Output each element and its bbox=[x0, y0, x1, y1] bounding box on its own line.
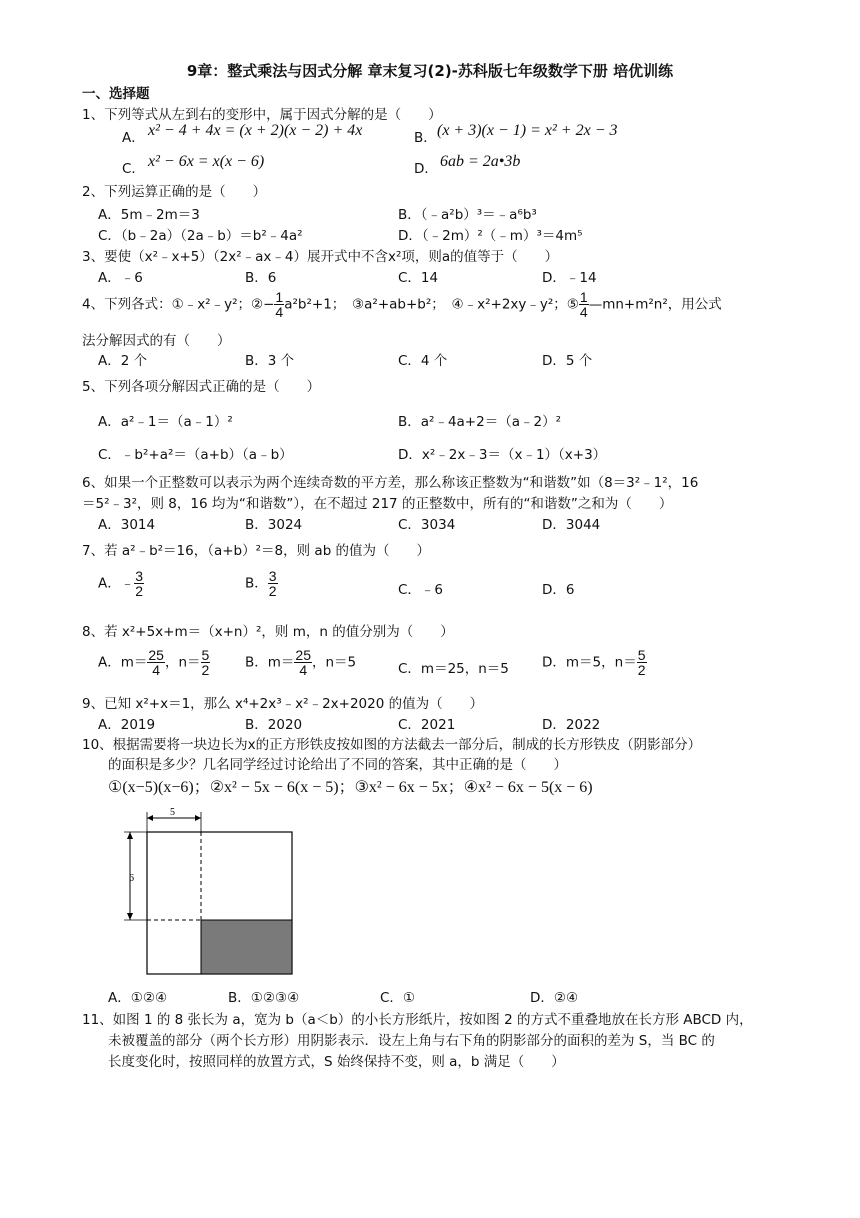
q8-d-fraction-n: $\frac{5}{2}$ bbox=[637, 647, 646, 678]
page-title: 9章：整式乘法与因式分解 章末复习(2)-苏科版七年级数学下册 培优训练 bbox=[186, 62, 674, 80]
q4-fraction-2: $\frac{1}{4}$ bbox=[579, 289, 588, 320]
q10-option-a: A．①②④ bbox=[108, 990, 168, 1006]
q8-option-c: C．m＝25，n＝5 bbox=[398, 661, 509, 677]
q10-answers: ①(x−5)(x−6)；②x² − 5x − 6(x − 5)；③x² − 6x − 5x；④x² − 6x − 5(x − 6) bbox=[108, 779, 593, 796]
q1-option-c-label: C． bbox=[122, 161, 145, 177]
q11-stem-line2: 未被覆盖的部分（两个长方形）用阴影表示．设左上角与右下角的阴影部分的面积的差为 S，当 BC 的 bbox=[108, 1033, 715, 1049]
q1-option-a-label: A． bbox=[122, 130, 145, 146]
q7-a-fraction: $\frac{3}{2}$ bbox=[135, 568, 144, 599]
q1-option-c-expr: x² − 6x = x(x − 6) bbox=[148, 153, 265, 170]
q1-option-d-label: D． bbox=[414, 161, 438, 177]
q6-stem-line2: ＝5²﹣3²，则 8，16 均为“和谐数”），在不超过 217 的正整数中，所有的“和谐数”之和为（ ） bbox=[82, 496, 673, 512]
q4-stem-part3: —mn+m²n²，用公式 bbox=[588, 296, 722, 313]
q9-option-a: A．2019 bbox=[98, 717, 156, 733]
q5-option-d: D．x²﹣2x﹣3＝（x﹣1）（x+3） bbox=[398, 447, 607, 463]
q9-option-b: B．2020 bbox=[245, 717, 303, 733]
q5-stem: 5、下列各项分解因式正确的是（ ） bbox=[82, 379, 321, 395]
q8-b-fraction-m: $\frac{25}{4}$ bbox=[295, 647, 311, 678]
q3-option-b: B．6 bbox=[245, 270, 277, 286]
q10-option-d: D．②④ bbox=[530, 990, 579, 1006]
q11-stem-line1: 11、如图 1 的 8 张长为 a，宽为 b（a＜b）的小长方形纸片，按如图 2 的方式不重叠地放在长方形 ABCD 内， bbox=[82, 1012, 753, 1028]
q4-stem-line2: 法分解因式的有（ ） bbox=[82, 333, 231, 349]
q1-option-a-expr: x² − 4 + 4x = (x + 2)(x − 2) + 4x bbox=[148, 122, 363, 139]
q1-option-b-expr: (x + 3)(x − 1) = x² + 2x − 3 bbox=[437, 122, 618, 139]
q9-option-d: D．2022 bbox=[542, 717, 601, 733]
q3-option-a: A．﹣6 bbox=[98, 270, 143, 286]
q4-stem-part2: a²b²+1； ③a²+ab+b²； ④﹣x²+2xy﹣y²；⑤ bbox=[284, 296, 579, 313]
q8-option-b: B．m＝ $\frac{25}{4}$ ，n＝5 bbox=[245, 647, 357, 678]
q10-figure bbox=[120, 806, 300, 976]
q4-option-a: A．2 个 bbox=[98, 353, 148, 369]
q3-option-c: C．14 bbox=[398, 270, 439, 286]
q7-option-a: A．﹣ $\frac{3}{2}$ bbox=[98, 568, 144, 599]
q2-option-d: D．（﹣2m）²（﹣m）³＝4m⁵ bbox=[398, 228, 583, 244]
q8-a-fraction-n: $\frac{5}{2}$ bbox=[201, 647, 210, 678]
q2-option-a: A．5m﹣2m＝3 bbox=[98, 207, 200, 223]
q1-option-b-label: B． bbox=[414, 130, 437, 146]
q4-option-d: D．5 个 bbox=[542, 353, 593, 369]
section-heading: 一、选择题 bbox=[82, 86, 150, 102]
q3-stem: 3、要使（x²﹣x+5）（2x²﹣ax﹣4）展开式中不含x²项，则a的值等于（ ） bbox=[82, 249, 559, 265]
q4-option-c: C．4 个 bbox=[398, 353, 448, 369]
q10-stem-line1: 10、根据需要将一块边长为x的正方形铁皮按如图的方法截去一部分后，制成的长方形铁皮（阴影部分） bbox=[82, 737, 702, 753]
q4-fraction-1: $\frac{1}{4}$ bbox=[275, 289, 284, 320]
q10-figure-label-5: 5 bbox=[170, 807, 175, 818]
q2-option-c: C．（b﹣2a）（2a﹣b）＝b²﹣4a² bbox=[98, 228, 303, 244]
q7-option-d: D．6 bbox=[542, 582, 575, 598]
q1-option-d-expr: 6ab = 2a•3b bbox=[440, 153, 521, 170]
q8-a-fraction-m: $\frac{25}{4}$ bbox=[148, 647, 164, 678]
q2-option-b: B．（﹣a²b）³＝﹣a⁶b³ bbox=[398, 207, 537, 223]
q6-option-c: C．3034 bbox=[398, 517, 456, 533]
q7-stem: 7、若 a²﹣b²＝16，（a+b）²＝8，则 ab 的值为（ ） bbox=[82, 543, 431, 559]
q9-stem: 9、已知 x²+x＝1，那么 x⁴+2x³﹣x²﹣2x+2020 的值为（ ） bbox=[82, 696, 484, 712]
q10-figure-label-6: 6 bbox=[129, 873, 134, 884]
q6-option-a: A．3014 bbox=[98, 517, 156, 533]
q7-b-fraction: $\frac{3}{2}$ bbox=[268, 568, 277, 599]
q6-stem-line1: 6、如果一个正整数可以表示为两个连续奇数的平方差，那么称该正整数为“和谐数”如（8＝3²﹣1²，16 bbox=[82, 475, 699, 491]
q4-option-b: B．3 个 bbox=[245, 353, 295, 369]
q3-option-d: D．﹣14 bbox=[542, 270, 597, 286]
q10-option-c: C．① bbox=[380, 990, 416, 1006]
q10-stem-line2: 的面积是多少？几名同学经过讨论给出了不同的答案，其中正确的是（ ） bbox=[108, 757, 567, 773]
q7-option-b: B． $\frac{3}{2}$ bbox=[245, 568, 277, 599]
q1-stem: 1、下列等式从左到右的变形中，属于因式分解的是（ ） bbox=[82, 107, 442, 123]
q8-option-d: D．m＝5，n＝ $\frac{5}{2}$ bbox=[542, 647, 646, 678]
q6-option-b: B．3024 bbox=[245, 517, 303, 533]
q2-stem: 2、下列运算正确的是（ ） bbox=[82, 184, 267, 200]
q4-stem bbox=[82, 290, 722, 319]
q4-stem-part1: 4、下列各式：①﹣x²﹣y²；②− bbox=[82, 296, 275, 313]
q11-stem-line3: 长度变化时，按照同样的放置方式，S 始终保持不变，则 a，b 满足（ ） bbox=[108, 1054, 565, 1070]
q6-option-d: D．3044 bbox=[542, 517, 601, 533]
q10-option-b: B．①②③④ bbox=[228, 990, 300, 1006]
q8-option-a: A．m＝ $\frac{25}{4}$ ，n＝ $\frac{5}{2}$ bbox=[98, 647, 210, 678]
q9-option-c: C．2021 bbox=[398, 717, 456, 733]
q7-option-c: C．﹣6 bbox=[398, 582, 444, 598]
q5-option-a: A．a²﹣1＝（a﹣1）² bbox=[98, 414, 233, 430]
q5-option-c: C．﹣b²+a²＝（a+b）（a﹣b） bbox=[98, 447, 293, 463]
q8-stem: 8、若 x²+5x+m＝（x+n）²，则 m，n 的值分别为（ ） bbox=[82, 624, 454, 640]
q5-option-b: B．a²﹣4a+2＝（a﹣2）² bbox=[398, 414, 561, 430]
